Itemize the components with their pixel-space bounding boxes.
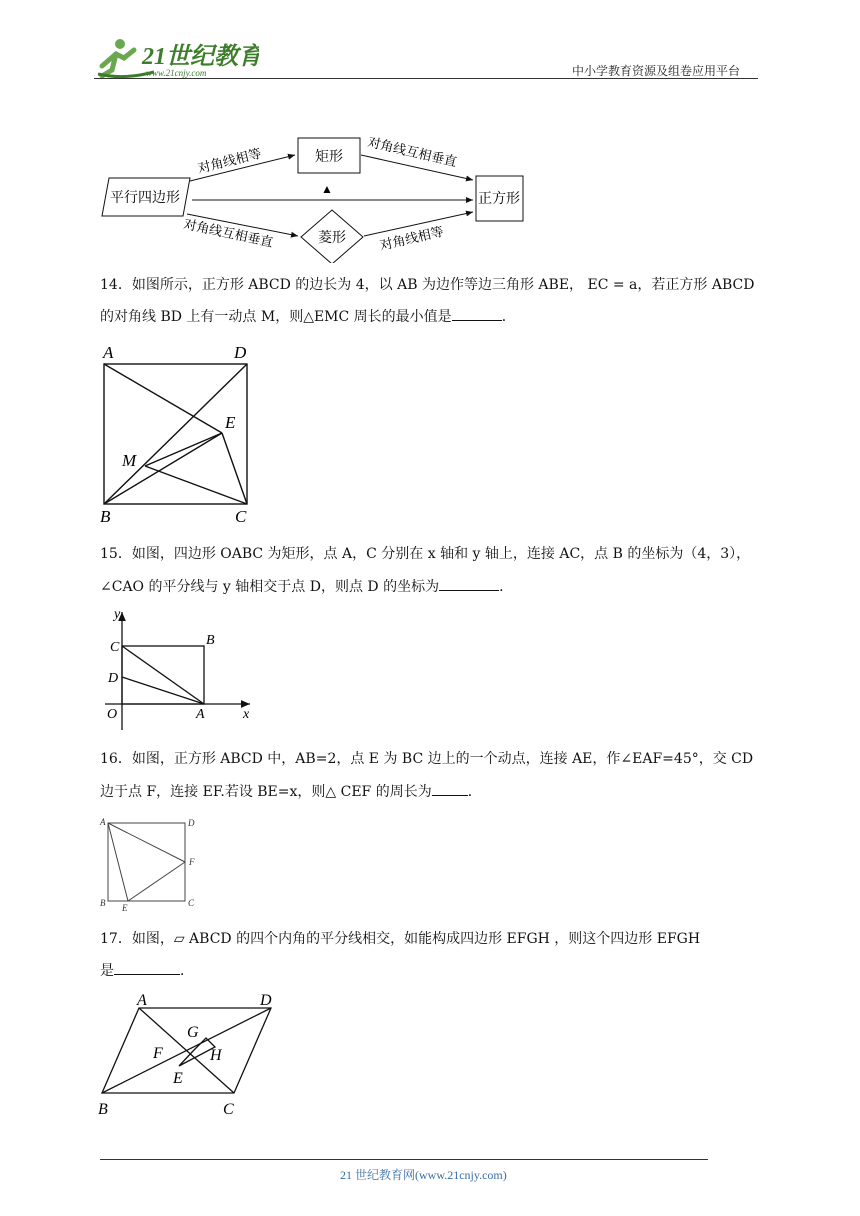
q15-label-x: x — [243, 707, 250, 722]
q15-label-d: D — [108, 671, 119, 686]
q15-label-o: O — [107, 707, 118, 722]
q14-figure — [95, 340, 265, 530]
q14-label-c: C — [235, 507, 247, 526]
q16-end: ． — [467, 784, 482, 800]
q16-line1: 16．如图，正方形 ABCD 中，AB=2，点 E 为 BC 边上的一个动点，连接 AE，作∠EAF=45°，交 CD — [100, 751, 754, 767]
q17-line2 — [100, 962, 194, 980]
q16-figure — [98, 814, 208, 914]
q17-line1: 17．如图，▱ ABCD 的四个内角的平分线相交，如能构成四边形 EFGH ，则这个四边形 EFGH — [100, 931, 701, 947]
logo-url: www.21cnjy.com — [146, 68, 207, 78]
logo-runner-icon — [94, 36, 259, 80]
q14-line2 — [100, 308, 516, 326]
q14-line2-text: 的对角线 BD 上有一动点 M，则△EMC 周长的最小值是 — [100, 309, 452, 325]
q14-label-e: E — [225, 413, 236, 432]
q16-label-b: B — [100, 898, 106, 908]
answer-blank — [432, 783, 468, 796]
q15-label-b: B — [206, 633, 215, 648]
parallelogram-label: 平行四边形 — [110, 191, 180, 206]
q17-label-a: A — [137, 992, 147, 1009]
q15-label-a: A — [196, 707, 205, 722]
q16-label-c: C — [188, 898, 195, 908]
q17-figure — [95, 990, 285, 1120]
q16-line2 — [100, 783, 482, 801]
q15-figure — [100, 602, 260, 732]
q14-end: ． — [501, 309, 516, 325]
edge-label-bottom-right: 对角线相等 — [378, 223, 446, 253]
q17-label-d: D — [260, 992, 272, 1009]
q17-label-c: C — [223, 1101, 234, 1118]
square-label: 正方形 — [478, 192, 520, 207]
q15-line2 — [100, 578, 513, 596]
q15-line1: 15．如图，四边形 OABC 为矩形，点 A，C 分别在 x 轴和 y 轴上，连接 AC，点 B 的坐标为（4，3）， — [100, 546, 751, 562]
q16-label-f: F — [189, 857, 195, 867]
q17-label-h: H — [210, 1047, 222, 1064]
q17-label-f: F — [153, 1045, 163, 1062]
mid-marker: ▲ — [321, 182, 333, 196]
q17-label-e: E — [173, 1070, 183, 1087]
edge-label-top-left: 对角线相等 — [196, 145, 263, 176]
q15-label-y: y — [114, 607, 121, 622]
q16-line2-text: 边于点 F，连接 EF.若设 BE=x，则△ CEF 的周长为 — [100, 784, 432, 800]
edge-label-bottom-left: 对角线互相垂直 — [182, 216, 275, 250]
q17-end: ． — [180, 963, 194, 979]
q14-label-b: B — [100, 507, 111, 526]
rhombus-label: 菱形 — [318, 231, 346, 246]
answer-blank — [452, 308, 502, 321]
q14-label-a: A — [103, 343, 114, 362]
platform-name: 中小学教育资源及组卷应用平台 — [572, 64, 741, 78]
flowchart — [95, 128, 535, 263]
q16-label-e: E — [122, 903, 128, 913]
q15-end: ． — [499, 579, 514, 595]
logo-text: 21世纪教育 — [142, 44, 259, 70]
q17-label-g: G — [187, 1024, 199, 1041]
footer-rule — [100, 1159, 708, 1160]
q16-label-d: D — [188, 818, 195, 828]
edge-label-top-right: 对角线互相垂直 — [366, 134, 459, 170]
logo — [94, 36, 259, 80]
answer-blank — [114, 962, 180, 975]
q16-label-a: A — [100, 817, 106, 827]
header-rule — [94, 78, 758, 79]
q17-label-b: B — [98, 1101, 108, 1118]
q14-label-d: D — [234, 343, 247, 362]
q14-line1: 14．如图所示，正方形 ABCD 的边长为 4，以 AB 为边作等边三角形 ABE， EC = a，若正方形 ABCD — [100, 277, 755, 293]
rectangle-label: 矩形 — [315, 150, 343, 165]
answer-blank — [439, 578, 499, 591]
q15-label-c: C — [110, 640, 120, 655]
footer-text: 21 世纪教育网(www.21cnjy.com) — [340, 1168, 507, 1182]
q15-line2-text: ∠CAO 的平分线与 y 轴相交于点 D，则点 D 的坐标为 — [100, 579, 440, 595]
q14-label-m: M — [122, 451, 137, 470]
q17-line2-text: 是 — [100, 963, 114, 979]
